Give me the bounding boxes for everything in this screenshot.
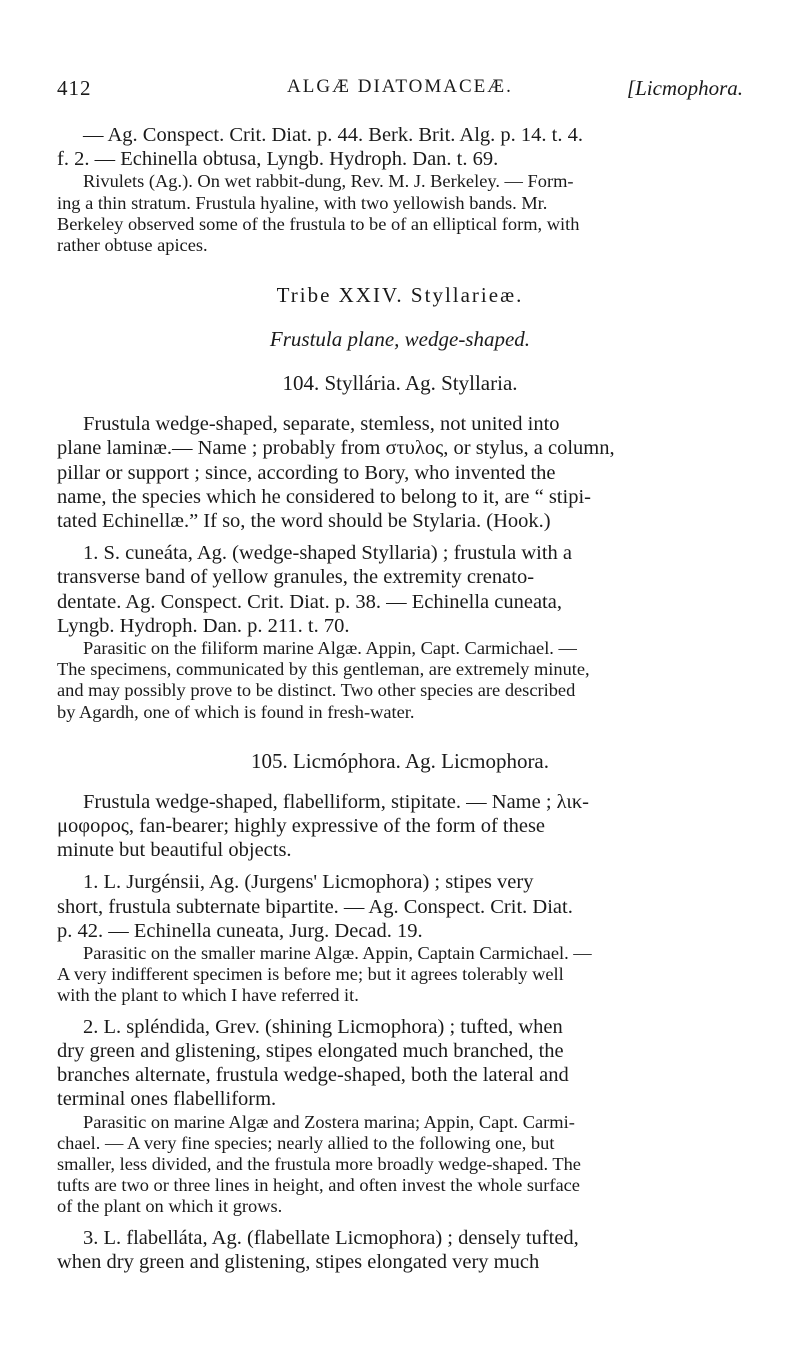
text-line: 3. L. flabelláta, Ag. (flabellate Licmophora) ; densely tufted, bbox=[83, 1226, 579, 1249]
licmophora-splendida-entry bbox=[57, 1015, 743, 1112]
text-line: dentate. Ag. Conspect. Crit. Diat. p. 38. — Echinella cuneata, bbox=[57, 590, 562, 613]
text-line: Parasitic on marine Algæ and Zostera marina; Appin, Capt. Carmi- bbox=[83, 1111, 575, 1132]
text-line: short, frustula subternate bipartite. — Ag. Conspect. Crit. Diat. bbox=[57, 895, 573, 918]
text-line: Frustula wedge-shaped, separate, stemless, not united into bbox=[83, 413, 560, 436]
licmophora-jurgensii-note bbox=[57, 943, 743, 1007]
styllaria-cuneata-entry bbox=[57, 541, 743, 638]
text-line: with the plant to which I have referred it. bbox=[57, 985, 359, 1006]
text-line: Parasitic on the filiform marine Algæ. Appin, Capt. Carmichael. — bbox=[83, 638, 577, 659]
running-header bbox=[57, 76, 743, 106]
text-line: A very indifferent specimen is before me; but it agrees tolerably well bbox=[57, 964, 564, 985]
text-line: when dry green and glistening, stipes elongated very much bbox=[57, 1250, 540, 1273]
intro-paragraph bbox=[57, 123, 743, 171]
text-line: name, the species which he considered to belong to it, are “ stipi- bbox=[57, 485, 591, 508]
page-body bbox=[57, 123, 743, 1274]
text-line: Rivulets (Ag.). On wet rabbit-dung, Rev. M. J. Berkeley. — Form- bbox=[83, 171, 574, 192]
intro-note bbox=[57, 171, 743, 256]
text-line: Lyngb. Hydroph. Dan. p. 211. t. 70. bbox=[57, 614, 350, 637]
text-line: and may possibly prove to be distinct. Two other species are described bbox=[57, 680, 576, 701]
running-title: ALGÆ DIATOMACEÆ. bbox=[287, 76, 513, 97]
text-line: branches alternate, frustula wedge-shaped, both the lateral and bbox=[57, 1064, 569, 1087]
text-line: tufts are two or three lines in height, and often invest the whole surface bbox=[57, 1175, 580, 1196]
text-line: tated Echinellæ.” If so, the word should be Stylaria. (Hook.) bbox=[57, 510, 551, 533]
styllaria-cuneata-note bbox=[57, 638, 743, 723]
text-line: plane laminæ.— Name ; probably from στυλος, or stylus, a column, bbox=[57, 437, 615, 460]
tribe-subheading: Frustula plane, wedge-shaped. bbox=[269, 327, 531, 352]
genus-105-heading: 105. Licmóphora. Ag. Licmophora. bbox=[250, 748, 550, 773]
licmophora-splendida-note bbox=[57, 1112, 743, 1218]
text-line: dry green and glistening, stipes elongated much branched, the bbox=[57, 1039, 564, 1062]
text-line: 1. S. cuneáta, Ag. (wedge-shaped Styllaria) ; frustula with a bbox=[83, 542, 573, 565]
genus-105-description bbox=[57, 790, 743, 863]
page-number: 412 bbox=[57, 76, 92, 100]
licmophora-jurgensii-entry bbox=[57, 870, 743, 943]
genus-104-heading: 104. Styllária. Ag. Styllaria. bbox=[282, 371, 518, 396]
text-line: f. 2. — Echinella obtusa, Lyngb. Hydroph. Dan. t. 69. bbox=[57, 148, 499, 171]
text-line: rather obtuse apices. bbox=[57, 235, 208, 256]
text-line: terminal ones flabelliform. bbox=[57, 1088, 277, 1111]
text-line: smaller, less divided, and the frustula more broadly wedge-shaped. The bbox=[57, 1153, 581, 1174]
text-line: Parasitic on the smaller marine Algæ. Appin, Captain Carmichael. — bbox=[83, 943, 592, 964]
tribe-heading: Tribe XXIV. Styllarieæ. bbox=[276, 283, 524, 308]
text-line: Berkeley observed some of the frustula to be of an elliptical form, with bbox=[57, 213, 580, 234]
text-line: 2. L. spléndida, Grev. (shining Licmophora) ; tufted, when bbox=[83, 1015, 563, 1038]
section-title: [Licmophora. bbox=[626, 76, 743, 100]
text-line: μοφορος, fan-bearer; highly expressive of the form of these bbox=[57, 815, 546, 838]
text-line: chael. — A very fine species; nearly allied to the following one, but bbox=[57, 1132, 555, 1153]
text-line: Frustula wedge-shaped, flabelliform, stipitate. — Name ; λικ- bbox=[83, 790, 590, 813]
text-line: p. 42. — Echinella cuneata, Jurg. Decad. 19. bbox=[57, 919, 423, 942]
text-line: ing a thin stratum. Frustula hyaline, with two yellowish bands. Mr. bbox=[57, 192, 548, 213]
text-line: of the plant on which it grows. bbox=[57, 1196, 283, 1217]
text-line: by Agardh, one of which is found in fresh-water. bbox=[57, 701, 415, 722]
text-line: — Ag. Conspect. Crit. Diat. p. 44. Berk. Brit. Alg. p. 14. t. 4. bbox=[83, 124, 583, 146]
text-line: transverse band of yellow granules, the extremity crenato- bbox=[57, 566, 535, 589]
text-line: The specimens, communicated by this gentleman, are extremely minute, bbox=[57, 659, 590, 680]
text-line: minute but beautiful objects. bbox=[57, 839, 292, 862]
licmophora-flabellata-entry bbox=[57, 1226, 743, 1274]
genus-104-description bbox=[57, 412, 743, 533]
text-line: pillar or support ; since, according to Bory, who invented the bbox=[57, 461, 556, 484]
text-line: 1. L. Jurgénsii, Ag. (Jurgens' Licmophora) ; stipes very bbox=[83, 871, 534, 894]
